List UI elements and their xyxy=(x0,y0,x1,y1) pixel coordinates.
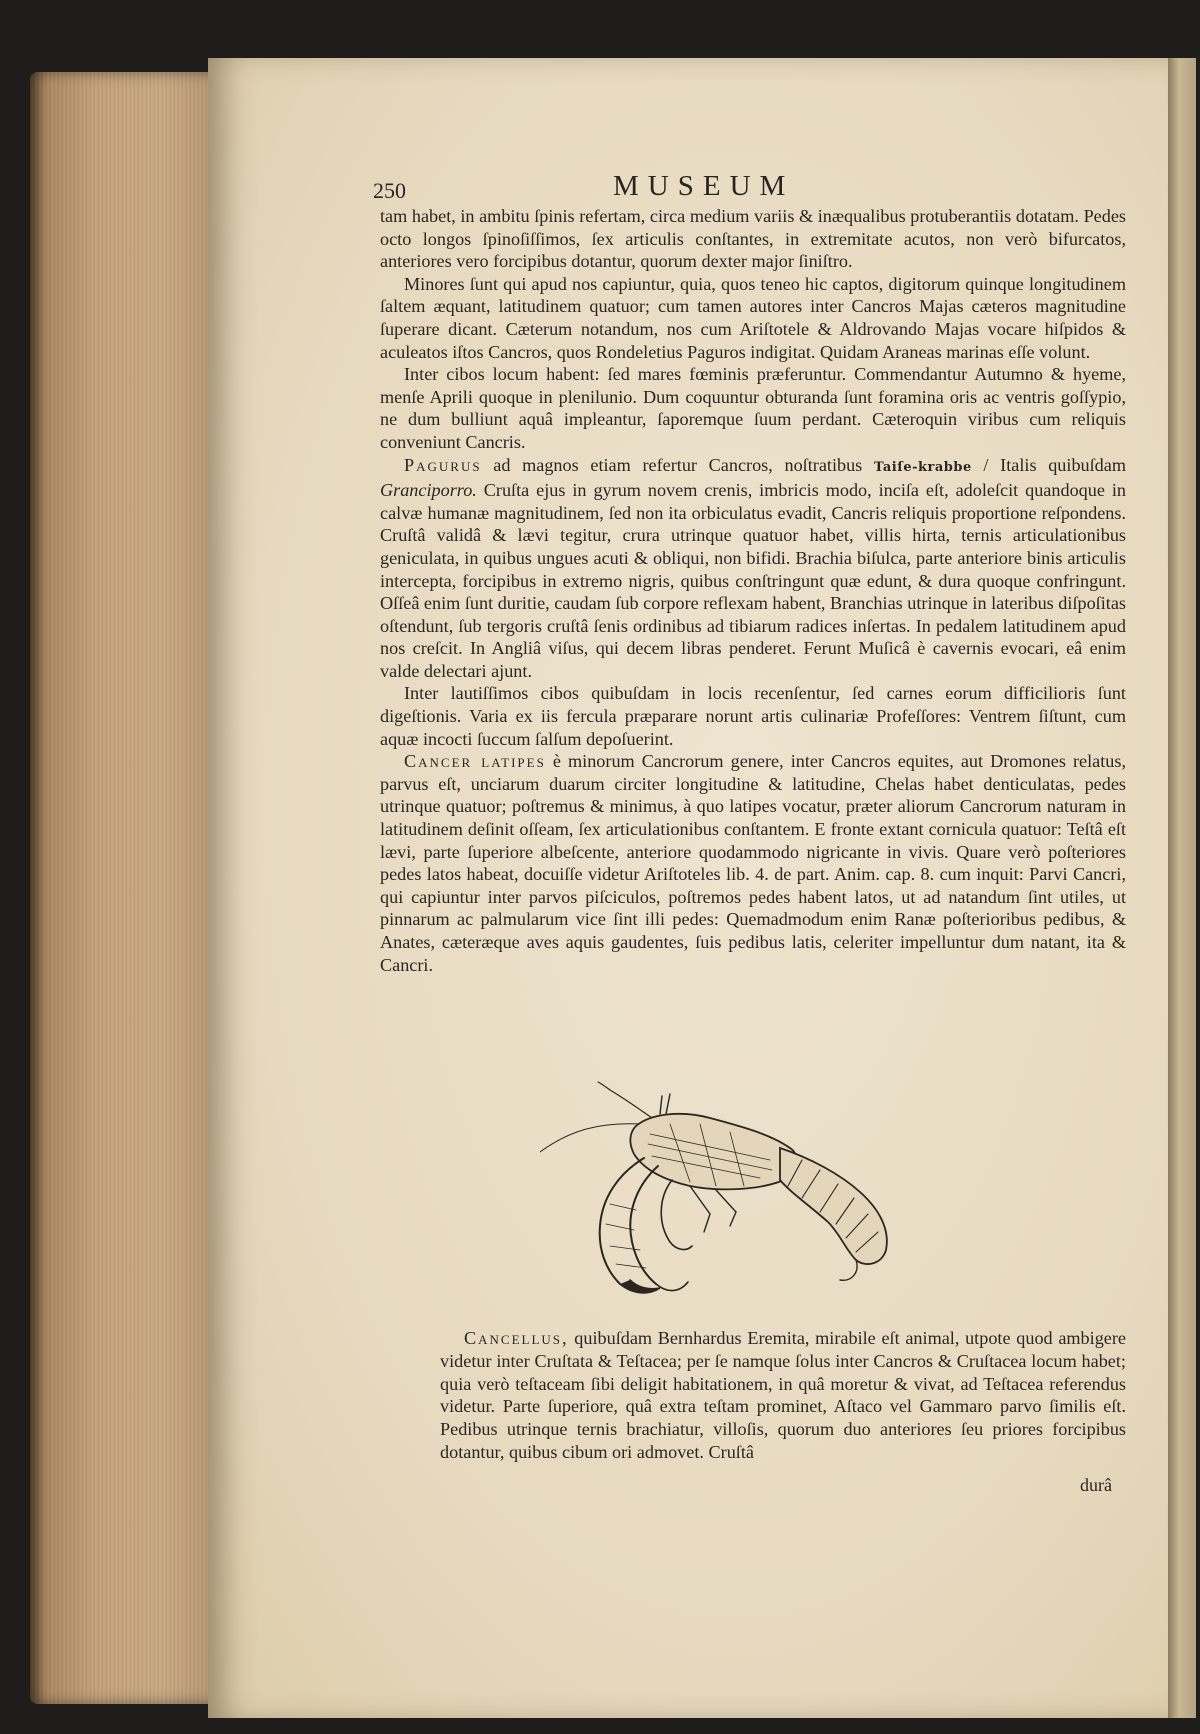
text-run: tam habet, in ambitu ſpinis refertam, circa medium variis & inæqualibus protuberantiis dotatam. Pedes octo longos ſpinoſiſſimos, ſex articulis conſtantes, in extremitate acutos, non verò bifurcatos, anteriores vero forcipibus dotantur, quorum dexter major ſiniſtro. xyxy=(380,206,1126,272)
text-run: quibuſdam Bernhardus Eremita, mirabile eſt animal, utpote quod ambigere videtur inter Cruſtata & Teſtacea; per ſe namque ſolus inter Cancros & Cruſtacea locum habet; quia verò teſtaceam ſibi deligit habitationem, in quâ moretur & vivat, ad Teſtacea referendus videtur. Parte ſuperiore, quâ extra teſtam prominet, Aſtaco vel Gammaro parvo ſimilis eſt. Pedibus utrinque ternis brachiatur, villoſis, quorum duo anteriores ſeu priores forcipibus dotantur, quibus cibum ori admovet. Cruſtâ xyxy=(440,1328,1126,1462)
hermit-crab-illustration xyxy=(540,1074,980,1314)
catchword: durâ xyxy=(1080,1475,1112,1495)
emphasized-text: Cancellus, xyxy=(464,1328,569,1348)
facing-page-edge xyxy=(1168,58,1196,1718)
text-run: Cruſta ejus in gyrum novem crenis, imbricis modo, inciſa eſt, adoleſcit quandoque in calvæ humanæ magnitudinem, ſed non ita orbiculatus evadit, Cancris reliquis proportione reſpondens. Cruſtâ validâ & lævi tegitur, crura utrinque quatuor habet, villis hirta, ternis articulationibus geniculata, in quibus ungues acuti & obliqui, non bifidi. Brachia biſulca, parte anteriore binis articulis intercepta, forcipibus in extremo nigris, quibus conſtringunt quæ edunt, & dura quoque confringunt. Oſſeâ enim ſunt duritie, caudam ſub corpore reflexam habent, Branchias utrinque in lateribus diſpoſitas oſtendunt, ſub tergoris cruſtâ ſenis ordinibus ad tibiarum radices inſertas. In pedalem latitudinem apud nos creſcit. In Angliâ viſus, qui decem libras penderet. Ferunt Muſicâ è cavernis evocari, eâ enim valde delectari ajunt. xyxy=(380,480,1126,681)
paragraph xyxy=(380,454,1126,683)
text-run: Minores ſunt qui apud nos capiuntur, quia, quos teneo hic captos, digitorum quinque longitudinem ſaltem æquant, latitudinem quatuor; cum tamen autores inter Cancros Majas cæteros magnitudine ſuperare dicant. Cæterum notandum, nos cum Ariſtotele & Aldrovando Majas vocare hiſpidos & aculeatos iſtos Cancros, quos Rondeletius Paguros indigitat. Quidam Araneas marinas eſſe volunt. xyxy=(380,273,1126,362)
emphasized-text: Pagurus xyxy=(404,454,482,475)
paragraph xyxy=(380,682,1126,750)
paragraph xyxy=(440,1327,1126,1464)
emphasized-text: Granciporro. xyxy=(380,480,477,501)
text-run: Inter lautiſſimos cibos quibuſdam in locis recenſentur, ſed carnes eorum difficilioris ſunt digeſtionis. Varia ex iis fercula præparare norunt artis culinariæ Profeſſores: Ventrem ſiſtunt, cum aquæ incocti ſuccum ſalſum depoſuerint. xyxy=(380,683,1126,749)
emphasized-text: Taiſe-krabbe xyxy=(873,459,972,475)
paragraph xyxy=(380,205,1126,273)
page-header xyxy=(373,170,1013,210)
emphasized-text: Cancer latipes xyxy=(404,751,546,772)
body-text-continued xyxy=(440,1327,1126,1464)
paragraph xyxy=(380,273,1126,363)
paragraph xyxy=(380,750,1126,976)
paragraph xyxy=(380,363,1126,453)
running-title: MUSEUM xyxy=(613,170,795,202)
text-run: ad magnos etiam refertur Cancros, noſtratibus xyxy=(481,454,874,475)
text-run: Inter cibos locum habent: ſed mares fœminis præferuntur. Commendantur Autumno & hyeme, menſe Aprili quoque in plenilunio. Dum coquuntur obturanda ſunt foramina oris ac ventris goſſypio, ne dum bulliunt aquâ impleantur, ſaporemque ſuum perdant. Cæteroquin viribus cum reliquis conveniunt Cancris. xyxy=(380,364,1126,452)
body-text xyxy=(380,205,1126,976)
text-run: / Italis quibuſdam xyxy=(971,454,1126,475)
page-edges xyxy=(30,72,220,1704)
text-run: è minorum Cancrorum genere, inter Cancros equites, aut Dromones relatus, parvus eſt, unciarum duarum circiter longitudine & latitudine, Chelas habet denticulatas, pedes utrinque quatuor; poſtremus & minimus, à quo latipes vocatur, præter aliorum Cancrorum naturam in latitudinem deſinit oſſeam, ſex articulationibus conſtantem. E fronte extant cornicula quatuor: Teſtâ eſt lævi, parte ſuperiore albeſcente, anteriore quodammodo nigricante in vivis. Quare verò poſteriores pedes latos habeat, docuiſſe videtur Ariſtoteles lib. 4. de part. Anim. cap. 8. cum inquit: Parvi Cancri, qui capiuntur inter parvos piſciculos, poſtremos pedes habent latos, ut ad natandum ſint utiles, ut pinnarum ac palmularum vice ſint illi pedes: Quemadmodum enim Ranæ poſterioribus pedibus, & Anates, cæteræque aves aquis gaudentes, ſuis pedibus latis, celeriter impelluntur dum natant, ita & Cancri. xyxy=(380,751,1126,975)
page-number: 250 xyxy=(373,178,406,203)
